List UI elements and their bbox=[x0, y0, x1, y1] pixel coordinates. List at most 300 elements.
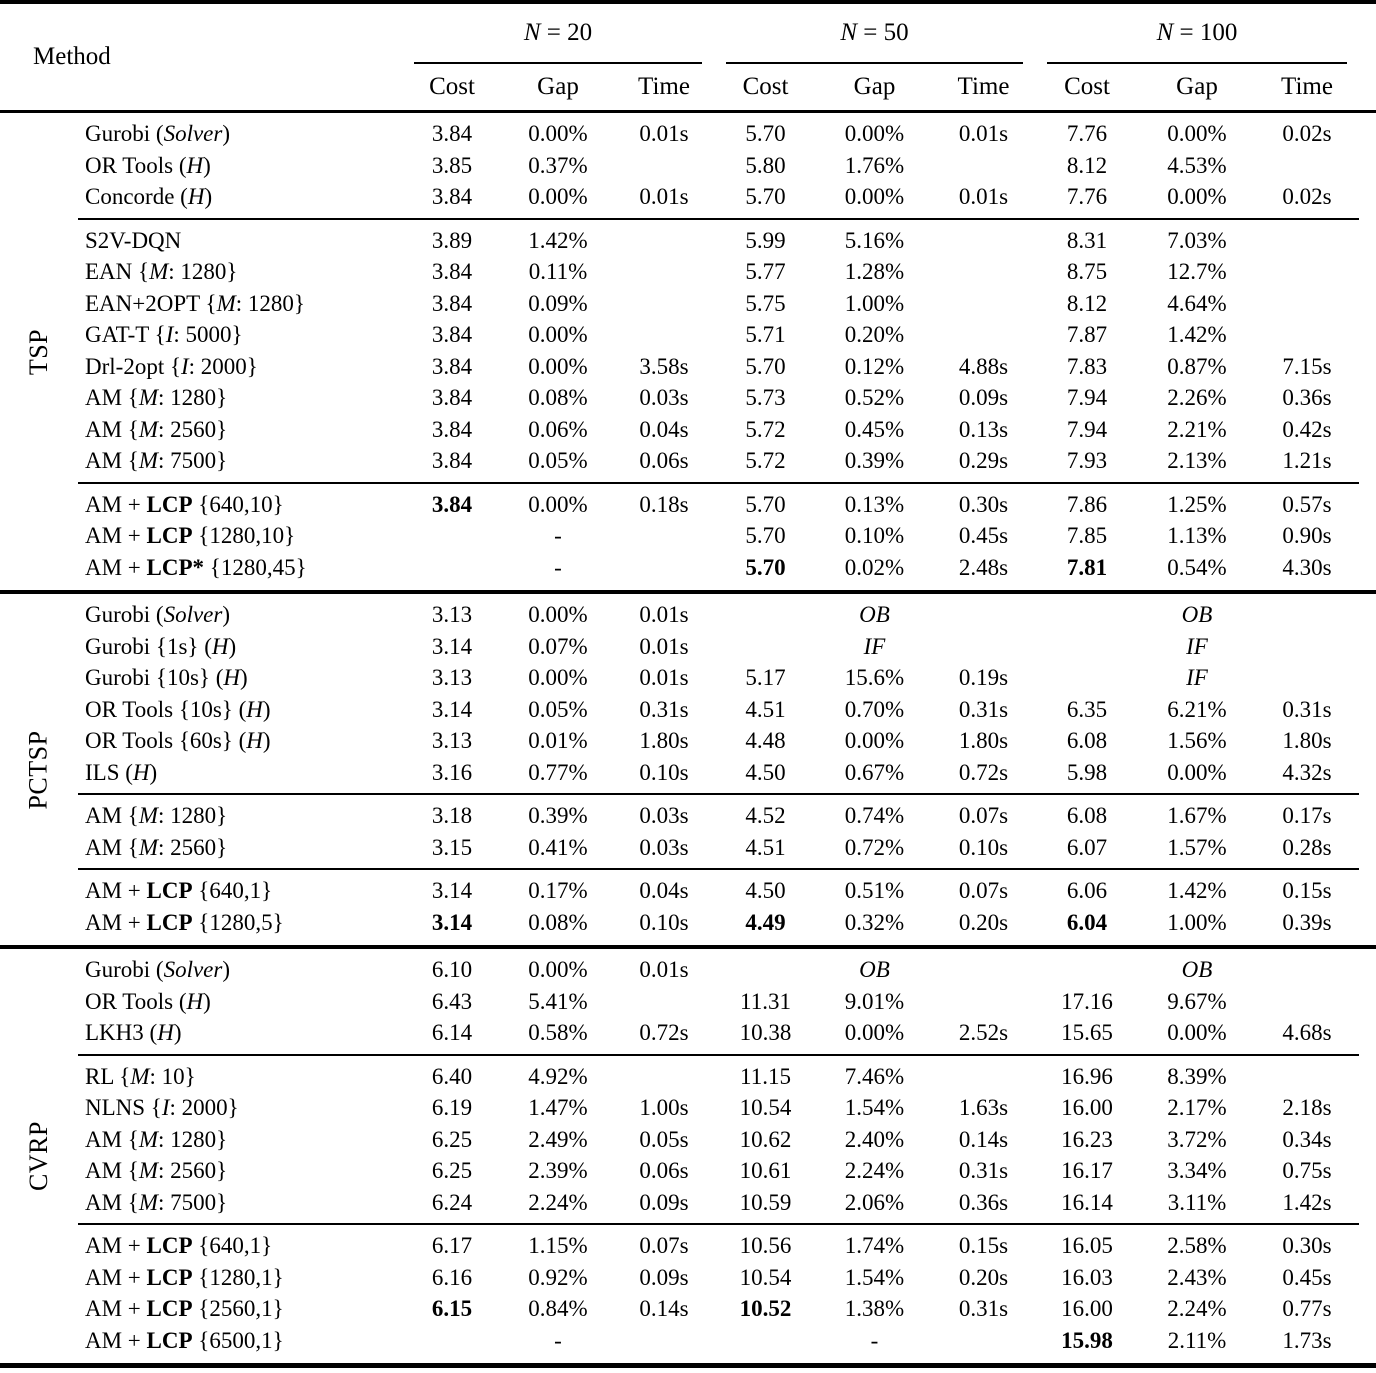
data-cell: 0.00% bbox=[528, 602, 588, 627]
data-cell: 3.84 bbox=[431, 121, 473, 146]
method-cell: OR Tools (H) bbox=[85, 988, 211, 1014]
table-row bbox=[0, 1230, 1376, 1262]
data-cell: 4.48 bbox=[745, 728, 786, 753]
method-cell: AM + LCP {1280,1} bbox=[85, 1264, 284, 1290]
data-cell: 6.24 bbox=[431, 1189, 473, 1215]
data-cell: 2.26% bbox=[1167, 385, 1227, 410]
column-header-time: Time bbox=[638, 73, 690, 100]
data-cell: 0.09s bbox=[958, 385, 1009, 410]
data-cell: 15.65 bbox=[1061, 1020, 1113, 1045]
data-cell: 0.10s bbox=[639, 759, 689, 785]
data-cell: 2.48s bbox=[958, 554, 1009, 580]
data-cell: 3.14 bbox=[431, 633, 473, 659]
data-cell: 3.84 bbox=[431, 491, 473, 517]
table-row bbox=[0, 382, 1376, 414]
data-cell: 0.51% bbox=[844, 878, 905, 903]
table-row bbox=[0, 875, 1376, 907]
section-label-text: TSP bbox=[24, 328, 53, 375]
data-cell: 1.21s bbox=[1282, 448, 1332, 473]
method-cell: LKH3 (H) bbox=[85, 1020, 182, 1045]
method-cell: AM + LCP {6500,1} bbox=[85, 1327, 284, 1353]
data-cell: 1.54% bbox=[844, 1095, 905, 1120]
data-cell: 0.45s bbox=[1282, 1264, 1332, 1290]
data-cell: 0.06s bbox=[639, 448, 689, 473]
table-row bbox=[0, 552, 1376, 584]
data-cell: 0.70% bbox=[844, 696, 905, 722]
data-cell: 0.29s bbox=[958, 448, 1009, 473]
data-cell: 0.01s bbox=[639, 602, 689, 627]
data-cell: 0.10s bbox=[639, 909, 689, 935]
data-cell: 7.94 bbox=[1066, 416, 1108, 442]
data-cell: 6.08 bbox=[1066, 803, 1108, 828]
method-cell: AM + LCP {2560,1} bbox=[85, 1296, 284, 1321]
data-cell: 0.05s bbox=[639, 1126, 689, 1152]
col-group-3 bbox=[1047, 4, 1347, 64]
data-cell: 0.90s bbox=[1282, 523, 1332, 548]
table-row bbox=[0, 181, 1376, 213]
data-cell: 0.20% bbox=[844, 322, 905, 347]
data-cell: 4.51 bbox=[745, 696, 786, 722]
data-cell: 0.01s bbox=[639, 957, 689, 982]
table-row bbox=[0, 256, 1376, 288]
data-cell: 0.42s bbox=[1282, 416, 1332, 442]
data-cell: 3.84 bbox=[431, 353, 473, 379]
data-cell: OB bbox=[1181, 602, 1213, 627]
data-cell: 6.43 bbox=[431, 988, 473, 1014]
data-cell: 0.34s bbox=[1282, 1126, 1332, 1152]
data-cell: 4.92% bbox=[528, 1063, 588, 1089]
data-cell: 4.64% bbox=[1167, 290, 1227, 316]
method-cell: Gurobi {10s} (H) bbox=[85, 665, 248, 690]
data-cell: 0.39% bbox=[528, 803, 588, 828]
data-cell: 0.10% bbox=[844, 523, 905, 548]
data-cell: 0.72s bbox=[639, 1020, 689, 1045]
method-cell: Drl-2opt {I: 2000} bbox=[85, 353, 258, 379]
data-cell: 1.74% bbox=[844, 1233, 905, 1258]
data-cell: 1.42% bbox=[1167, 878, 1227, 903]
data-cell: 2.49% bbox=[528, 1126, 588, 1152]
method-cell: AM + LCP {640,1} bbox=[85, 878, 273, 903]
data-cell: 7.81 bbox=[1066, 554, 1108, 580]
table-row bbox=[0, 288, 1376, 320]
data-cell: 4.52 bbox=[745, 803, 786, 828]
data-cell bbox=[932, 319, 1035, 351]
data-cell: 16.23 bbox=[1061, 1126, 1113, 1152]
data-cell: 0.84% bbox=[528, 1296, 588, 1321]
data-cell: 3.13 bbox=[431, 602, 473, 627]
data-cell: 9.67% bbox=[1167, 988, 1227, 1014]
method-cell: AM + LCP {640,10} bbox=[85, 491, 284, 517]
section-tsp bbox=[0, 113, 1376, 590]
table-header bbox=[0, 4, 1376, 110]
data-cell: 2.24% bbox=[528, 1189, 588, 1215]
table-row bbox=[0, 351, 1376, 383]
data-cell: 1.80s bbox=[639, 728, 689, 753]
data-cell: 5.73 bbox=[745, 385, 786, 410]
data-cell: 0.20s bbox=[958, 1264, 1009, 1290]
data-cell: 16.00 bbox=[1061, 1095, 1113, 1120]
data-cell: 3.84 bbox=[431, 259, 473, 284]
data-cell: 0.17% bbox=[528, 878, 588, 903]
data-cell: 3.84 bbox=[431, 322, 473, 347]
method-column-header: Method bbox=[33, 43, 111, 70]
data-cell: OB bbox=[859, 957, 890, 982]
method-cell: AM + LCP* {1280,45} bbox=[85, 554, 307, 580]
data-cell: 3.14 bbox=[431, 878, 473, 903]
data-cell: 0.00% bbox=[1167, 184, 1227, 209]
data-cell: 6.17 bbox=[431, 1233, 473, 1258]
data-cell: 0.36s bbox=[1282, 385, 1332, 410]
data-cell: 3.89 bbox=[431, 227, 473, 253]
data-cell: 0.45% bbox=[844, 416, 905, 442]
method-cell: Gurobi {1s} (H) bbox=[85, 633, 237, 659]
data-cell: 5.70 bbox=[745, 121, 786, 146]
data-cell: 6.04 bbox=[1066, 909, 1108, 935]
data-cell: IF bbox=[863, 633, 886, 659]
data-cell: 5.17 bbox=[745, 665, 786, 690]
col-group-title-text: N = 50 bbox=[840, 19, 909, 46]
data-cell: 3.84 bbox=[431, 448, 473, 473]
data-cell bbox=[402, 1325, 502, 1357]
method-cell: AM {M: 1280} bbox=[85, 1126, 228, 1152]
data-cell: 0.20s bbox=[958, 909, 1009, 935]
data-cell: 17.16 bbox=[1061, 988, 1113, 1014]
table-row bbox=[0, 1061, 1376, 1093]
data-cell: 0.31s bbox=[639, 696, 689, 722]
group-separator bbox=[78, 1054, 1359, 1056]
data-cell: 4.32s bbox=[1282, 759, 1332, 785]
data-cell: 0.10s bbox=[958, 834, 1009, 860]
data-cell: 5.99 bbox=[745, 227, 786, 253]
data-cell: 6.15 bbox=[431, 1296, 473, 1321]
method-cell: EAN {M: 1280} bbox=[85, 259, 238, 284]
data-cell: 0.07% bbox=[528, 633, 588, 659]
data-cell: 1.00% bbox=[844, 290, 905, 316]
col-group-title bbox=[726, 4, 1023, 62]
data-cell: 0.05% bbox=[528, 696, 588, 722]
data-cell: 2.18s bbox=[1282, 1095, 1332, 1120]
data-cell: 6.08 bbox=[1066, 728, 1108, 753]
col-group-title bbox=[1047, 4, 1347, 62]
data-cell: 5.71 bbox=[745, 322, 786, 347]
table-row bbox=[0, 832, 1376, 864]
data-cell: 0.00% bbox=[528, 322, 588, 347]
data-cell: 0.12% bbox=[844, 353, 905, 379]
group-separator bbox=[78, 218, 1359, 220]
table-row bbox=[0, 1293, 1376, 1325]
data-cell: 10.54 bbox=[739, 1095, 792, 1120]
data-cell: IF bbox=[1186, 633, 1208, 659]
data-cell bbox=[1255, 954, 1359, 986]
data-cell: 0.00% bbox=[1167, 121, 1227, 146]
data-cell: 6.25 bbox=[431, 1126, 473, 1152]
data-cell: 3.13 bbox=[431, 728, 473, 753]
data-cell: 4.50 bbox=[745, 759, 786, 785]
table-row bbox=[0, 150, 1376, 182]
data-cell: 0.11% bbox=[528, 259, 588, 284]
data-cell: 2.17% bbox=[1167, 1095, 1227, 1120]
table-row bbox=[0, 986, 1376, 1018]
data-cell: 3.84 bbox=[431, 184, 473, 209]
data-cell: 0.01s bbox=[639, 121, 689, 146]
data-cell: 1.15% bbox=[528, 1233, 588, 1258]
data-cell: 5.75 bbox=[745, 290, 786, 316]
data-cell: 2.40% bbox=[844, 1126, 905, 1152]
data-cell: 2.13% bbox=[1167, 448, 1227, 473]
table-row bbox=[0, 520, 1376, 552]
data-cell: 9.01% bbox=[844, 988, 905, 1014]
table-row bbox=[0, 445, 1376, 477]
data-cell: 2.11% bbox=[1167, 1327, 1227, 1353]
column-header-time: Time bbox=[957, 73, 1010, 100]
data-cell: 1.00s bbox=[639, 1095, 689, 1120]
section-pctsp bbox=[0, 594, 1376, 945]
data-cell: 0.06% bbox=[528, 416, 588, 442]
data-cell: 0.30s bbox=[1282, 1233, 1332, 1258]
data-cell bbox=[932, 599, 1035, 631]
data-cell: 0.00% bbox=[1167, 1020, 1227, 1045]
method-cell: OR Tools {10s} (H) bbox=[85, 696, 271, 722]
data-cell: 0.72% bbox=[844, 834, 905, 860]
data-cell: 0.03s bbox=[639, 803, 689, 828]
data-cell: 1.42s bbox=[1282, 1189, 1332, 1215]
data-cell bbox=[932, 986, 1035, 1018]
data-cell: 1.25% bbox=[1167, 491, 1227, 517]
data-cell: 12.7% bbox=[1167, 259, 1227, 284]
table-row bbox=[0, 907, 1376, 939]
group-separator bbox=[78, 1223, 1359, 1225]
data-cell: 0.57s bbox=[1282, 491, 1332, 517]
data-cell: 1.00% bbox=[1167, 909, 1227, 935]
data-cell: 15.6% bbox=[844, 665, 905, 690]
data-cell: 3.14 bbox=[431, 909, 473, 935]
data-cell: 0.58% bbox=[528, 1020, 588, 1045]
column-header-time: Time bbox=[1281, 73, 1333, 100]
data-cell bbox=[1255, 599, 1359, 631]
method-cell: AM {M: 2560} bbox=[85, 416, 228, 442]
data-cell: 0.09s bbox=[639, 1264, 689, 1290]
data-cell: 7.15s bbox=[1282, 353, 1332, 379]
data-cell: 4.53% bbox=[1167, 152, 1227, 178]
data-cell: 11.15 bbox=[740, 1063, 791, 1089]
data-cell bbox=[1035, 662, 1139, 694]
column-header-cost: Cost bbox=[429, 73, 475, 100]
data-cell: 0.00% bbox=[844, 728, 905, 753]
data-cell: 3.85 bbox=[431, 152, 473, 178]
data-cell: IF bbox=[1186, 665, 1208, 690]
method-cell: AM {M: 2560} bbox=[85, 1158, 228, 1183]
col-group-title bbox=[414, 4, 702, 62]
data-cell: 3.13 bbox=[431, 665, 473, 690]
table-row bbox=[0, 800, 1376, 832]
data-cell: 1.28% bbox=[844, 259, 905, 284]
data-cell bbox=[1255, 288, 1359, 320]
table-row bbox=[0, 225, 1376, 257]
data-cell: 10.38 bbox=[739, 1020, 792, 1045]
data-cell: 0.01s bbox=[639, 633, 689, 659]
table-row bbox=[0, 1262, 1376, 1294]
table-row bbox=[0, 1017, 1376, 1049]
data-cell: 16.17 bbox=[1061, 1158, 1113, 1183]
method-cell: AM {M: 2560} bbox=[85, 834, 228, 860]
data-cell: 0.15s bbox=[958, 1233, 1009, 1258]
data-cell bbox=[614, 256, 714, 288]
data-cell: 0.14s bbox=[639, 1296, 689, 1321]
data-cell: 6.07 bbox=[1066, 834, 1108, 860]
table-row bbox=[0, 631, 1376, 663]
method-cell: AM {M: 1280} bbox=[85, 803, 228, 828]
data-cell: 1.76% bbox=[844, 152, 905, 178]
col-group-2 bbox=[726, 4, 1023, 64]
data-cell: 0.01s bbox=[958, 121, 1009, 146]
data-cell: 3.18 bbox=[431, 803, 473, 828]
data-cell: - bbox=[554, 523, 562, 548]
data-cell: 0.09% bbox=[528, 290, 588, 316]
data-cell: 0.13s bbox=[958, 416, 1009, 442]
data-cell: 4.88s bbox=[958, 353, 1009, 379]
data-cell: 0.00% bbox=[528, 665, 588, 690]
data-cell bbox=[714, 599, 817, 631]
data-cell: 1.38% bbox=[844, 1296, 905, 1321]
data-cell: 10.59 bbox=[739, 1189, 792, 1215]
section-label-text: CVRP bbox=[23, 1121, 53, 1191]
data-cell bbox=[1035, 954, 1139, 986]
data-cell: 0.06s bbox=[639, 1158, 689, 1183]
data-cell: 6.10 bbox=[431, 957, 473, 982]
table-body bbox=[0, 113, 1376, 1363]
data-cell: 0.30s bbox=[958, 491, 1009, 517]
group-separator bbox=[78, 868, 1359, 870]
data-cell: 0.00% bbox=[528, 184, 588, 209]
data-cell bbox=[614, 319, 714, 351]
data-cell: 0.00% bbox=[844, 1020, 905, 1045]
col-group-title-text: N = 100 bbox=[1156, 19, 1238, 46]
data-cell: 0.74% bbox=[844, 803, 905, 828]
data-cell: 7.76 bbox=[1066, 121, 1108, 146]
data-cell: 7.76 bbox=[1066, 184, 1108, 209]
data-cell: 0.07s bbox=[958, 878, 1009, 903]
data-cell: 1.80s bbox=[958, 728, 1009, 753]
data-cell: 7.03% bbox=[1167, 227, 1227, 253]
data-cell bbox=[932, 288, 1035, 320]
data-cell bbox=[614, 520, 714, 552]
data-cell: 0.52% bbox=[844, 385, 905, 410]
data-cell: 7.87 bbox=[1066, 322, 1108, 347]
group-separator bbox=[78, 793, 1359, 795]
data-cell: 0.00% bbox=[1167, 759, 1227, 785]
data-cell: 5.98 bbox=[1066, 759, 1108, 785]
data-cell: 1.54% bbox=[844, 1264, 905, 1290]
data-cell: 16.00 bbox=[1061, 1296, 1113, 1321]
data-cell: 16.14 bbox=[1061, 1189, 1113, 1215]
table-row bbox=[0, 414, 1376, 446]
method-cell: AM {M: 7500} bbox=[85, 448, 228, 473]
data-cell: 0.02s bbox=[1282, 121, 1332, 146]
data-cell: 1.56% bbox=[1167, 728, 1227, 753]
data-cell: 1.73s bbox=[1282, 1327, 1332, 1353]
data-cell: 0.39% bbox=[844, 448, 905, 473]
data-cell: 6.19 bbox=[431, 1095, 473, 1120]
data-cell: 1.80s bbox=[1282, 728, 1332, 753]
table-row bbox=[0, 1187, 1376, 1219]
data-cell: 0.31s bbox=[958, 1296, 1009, 1321]
data-cell: 1.57% bbox=[1167, 834, 1227, 860]
data-cell: 0.00% bbox=[528, 353, 588, 379]
table-row bbox=[0, 757, 1376, 789]
data-cell: - bbox=[554, 554, 562, 580]
data-cell: 3.16 bbox=[431, 759, 473, 785]
method-cell: Gurobi (Solver) bbox=[85, 602, 231, 627]
method-cell: S2V-DQN bbox=[85, 227, 182, 253]
data-cell: 5.80 bbox=[745, 152, 786, 178]
data-cell: 16.03 bbox=[1061, 1264, 1113, 1290]
table-row bbox=[0, 118, 1376, 150]
data-cell: 0.77s bbox=[1282, 1296, 1332, 1321]
table-row bbox=[0, 662, 1376, 694]
method-cell: AM + LCP {640,1} bbox=[85, 1233, 273, 1258]
data-cell: - bbox=[554, 1327, 562, 1353]
data-cell: 0.54% bbox=[1167, 554, 1227, 580]
data-cell: 6.35 bbox=[1066, 696, 1108, 722]
data-cell: 10.61 bbox=[739, 1158, 792, 1183]
data-cell: 0.00% bbox=[844, 184, 905, 209]
data-cell: 0.03s bbox=[639, 385, 689, 410]
data-cell: 7.94 bbox=[1066, 385, 1108, 410]
data-cell: 0.00% bbox=[528, 491, 588, 517]
data-cell bbox=[1255, 319, 1359, 351]
data-cell: 0.05% bbox=[528, 448, 588, 473]
data-cell bbox=[1255, 631, 1359, 663]
data-cell: 0.07s bbox=[639, 1233, 689, 1258]
table-row bbox=[0, 694, 1376, 726]
data-cell: 7.46% bbox=[844, 1063, 905, 1089]
column-header-cost: Cost bbox=[1064, 73, 1110, 100]
data-cell: 3.11% bbox=[1167, 1189, 1227, 1215]
section-cvrp bbox=[0, 949, 1376, 1363]
column-header-gap: Gap bbox=[1176, 73, 1218, 100]
data-cell bbox=[1035, 631, 1139, 663]
table-row bbox=[0, 599, 1376, 631]
method-cell: AM {M: 1280} bbox=[85, 385, 228, 410]
data-cell: 0.36s bbox=[958, 1189, 1009, 1215]
data-cell: 11.31 bbox=[740, 988, 791, 1014]
table-row bbox=[0, 1124, 1376, 1156]
table-row bbox=[0, 319, 1376, 351]
data-cell: 0.31s bbox=[1282, 696, 1332, 722]
column-header-cost: Cost bbox=[742, 73, 789, 100]
data-cell: 0.18s bbox=[639, 491, 689, 517]
data-cell: 0.32% bbox=[844, 909, 905, 935]
data-cell: 6.06 bbox=[1066, 878, 1108, 903]
data-cell bbox=[932, 631, 1035, 663]
data-cell: 6.40 bbox=[431, 1063, 473, 1089]
data-cell: 8.31 bbox=[1066, 227, 1108, 253]
data-cell: 3.15 bbox=[431, 834, 473, 860]
data-cell: 5.77 bbox=[745, 259, 786, 284]
column-header-gap: Gap bbox=[853, 73, 896, 100]
method-cell: GAT-T {I: 5000} bbox=[85, 322, 243, 347]
data-cell bbox=[1255, 256, 1359, 288]
table-row bbox=[0, 954, 1376, 986]
method-cell: AM + LCP {1280,5} bbox=[85, 909, 284, 935]
method-cell: Gurobi (Solver) bbox=[85, 957, 231, 982]
data-cell: 0.17s bbox=[1282, 803, 1332, 828]
data-cell: 0.01% bbox=[528, 728, 588, 753]
data-cell: 2.43% bbox=[1167, 1264, 1227, 1290]
data-cell bbox=[614, 986, 714, 1018]
col-group-1 bbox=[414, 4, 702, 64]
section-label-text: PCTSP bbox=[24, 729, 54, 810]
